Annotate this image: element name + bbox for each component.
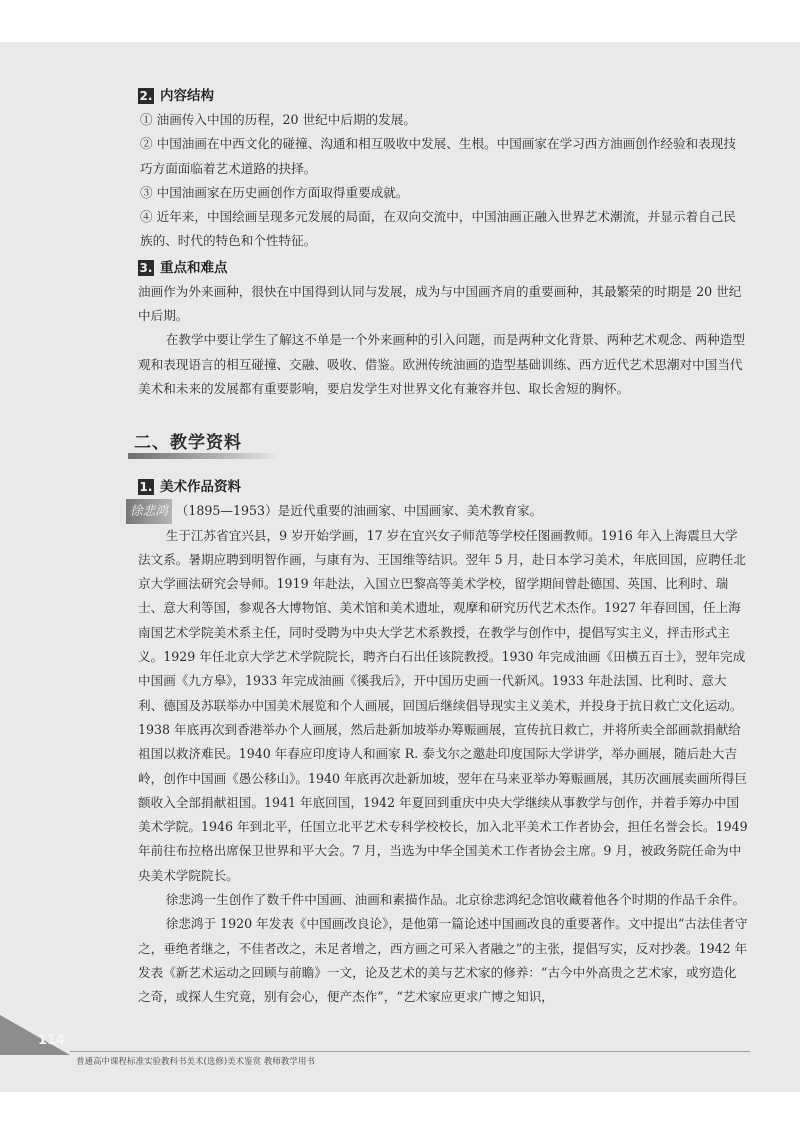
part-title: 二、教学资料 bbox=[134, 433, 242, 454]
section-number-badge: 3. bbox=[139, 260, 153, 275]
footer-rule bbox=[70, 1051, 750, 1052]
section-number-badge: 2. bbox=[139, 89, 153, 103]
section-heading-content-structure bbox=[138, 84, 748, 108]
page-footer bbox=[0, 1033, 800, 1075]
subsection-heading-artwork-materials bbox=[138, 475, 748, 499]
page-number: 114 bbox=[38, 1033, 66, 1048]
list-item: ③ 中国油画家在历史画创作方面取得重要成就。 bbox=[140, 184, 409, 200]
book-title: 普通高中课程标准实验教科书美术(选修)美术鉴赏 教师教学用书 bbox=[76, 1057, 315, 1067]
section-number-badge: 1. bbox=[139, 480, 153, 495]
part-heading-underline bbox=[128, 453, 278, 459]
artist-intro-text: （1895—1953）是近代重要的油画家、中国画家、美术教育家。 bbox=[175, 503, 543, 519]
paragraph: 生于江苏省宜兴县，9 岁开始学画，17 岁在宜兴女子师范等学校任图画教师。1916 年入上海震旦大学法文系。暑期应聘到明智作画，与康有为、王国维等结识。翌年 5 月，赴日本学习美术，年底回国，应聘任北京大学画法研究会导师。1919 年赴法，入国立巴黎高等美术学校，留学期间曾赴德国、英国、比利时、瑞士、意大利等国，参观各大博物馆、美术馆和美术遗址，观摩和研究历代艺术杰作。1927 年春回国，任上海南国艺术学院美术系主任，同时受聘为中央大学艺术系教授，在教学与创作中，提倡写实主义，抨击形式主义。1929 年任北京大学艺术学院院长，聘齐白石出任该院教授。1930 年完成油画《田横五百士》，翌年完成中国画《九方皋》，1933 年完成油画《徯我后》，开中国历史画一代新风。1933 年赴法国、比利时、意大利、德国及苏联举办中国美术展览和个人画展，回国后继续倡导现实主义美术，并投身于抗日救亡文化运动。1938 年底再次到香港举办个人画展，然后赴新加坡举办筹赈画展，宣传抗日救亡，并将所卖全部画款捐献给祖国以救济难民。1940 年春应印度诗人和画家 R. 泰戈尔之邀赴印度国际大学讲学，举办画展，随后赴大吉岭，创作中国画《愚公移山》。1940 年底再次赴新加坡，翌年在马来亚举办筹赈画展，其历次画展卖画所得巨额收入全部捐献祖国。1941 年底回国，1942 年夏回到重庆中央大学继续从事教学与创作，并着手筹办中国美术学院。1946 年到北平，任国立北平艺术专科学校校长，加入北平美术工作者协会，担任名誉会长。1949 年前往布拉格出席保卫世界和平大会。7 月，当选为中华全国美术工作者协会主席。9 月，被政务院任命为中央美术学院院长。 bbox=[138, 527, 748, 883]
section-title: 内容结构 bbox=[160, 87, 214, 104]
document-body bbox=[130, 82, 748, 1010]
paragraph: 在教学中要让学生了解这不单是一个外来画种的引入问题，而是两种文化背景、两种艺术观念、两种造型观和表现语言的相互碰撞、交融、吸收、借鉴。欧洲传统油画的造型基础训练、西方近代艺术思潮对中国当代美术和未来的发展都有重要影响，要启发学生对世界文化有兼容并包、取长舍短的胸怀。 bbox=[138, 332, 746, 396]
section-title: 重点和难点 bbox=[160, 259, 228, 276]
artist-intro bbox=[130, 499, 748, 523]
section-heading-key-points bbox=[138, 256, 748, 280]
section-title: 美术作品资料 bbox=[160, 479, 241, 496]
list-item: ② 中国油画在中西文化的碰撞、沟通和相互吸收中发展、生根。中国画家在学习西方油画创作经验和表现技巧方面面临着艺术道路的抉择。 bbox=[140, 136, 736, 176]
list-item: ④ 近年来，中国绘画呈现多元发展的局面，在双向交流中，中国油画正融入世界艺术潮流，并显示着自己民族的、时代的特色和个性特征。 bbox=[140, 209, 736, 249]
list-item: ① 油画传入中国的历程，20 世纪中后期的发展。 bbox=[140, 112, 416, 127]
part-heading bbox=[134, 431, 748, 461]
paragraph: 徐悲鸿于 1920 年发表《中国画改良论》，是他第一篇论述中国画改良的重要著作。文中提出“古法佳者守之，垂绝者继之，不佳者改之，未足者增之，西方画之可采入者融之”的主张，提倡写实，反对抄袭。1942 年发表《新艺术运动之回顾与前瞻》一文，论及艺术的美与艺术家的修养：“古今中外高贵之艺术家，或穷造化之奇，或探人生究竟，别有会心，便产杰作”，“艺术家应更求广博之知识， bbox=[138, 916, 748, 1005]
artist-name-tag: 徐悲鸿 bbox=[126, 499, 172, 523]
paragraph: 油画作为外来画种，很快在中国得到认同与发展，成为与中国画齐肩的重要画种，其最繁荣的时期是 20 世纪中后期。 bbox=[138, 283, 742, 324]
paragraph: 徐悲鸿一生创作了数千件中国画、油画和素描作品。北京徐悲鸿纪念馆收藏着他各个时期的作品千余件。 bbox=[165, 892, 746, 908]
